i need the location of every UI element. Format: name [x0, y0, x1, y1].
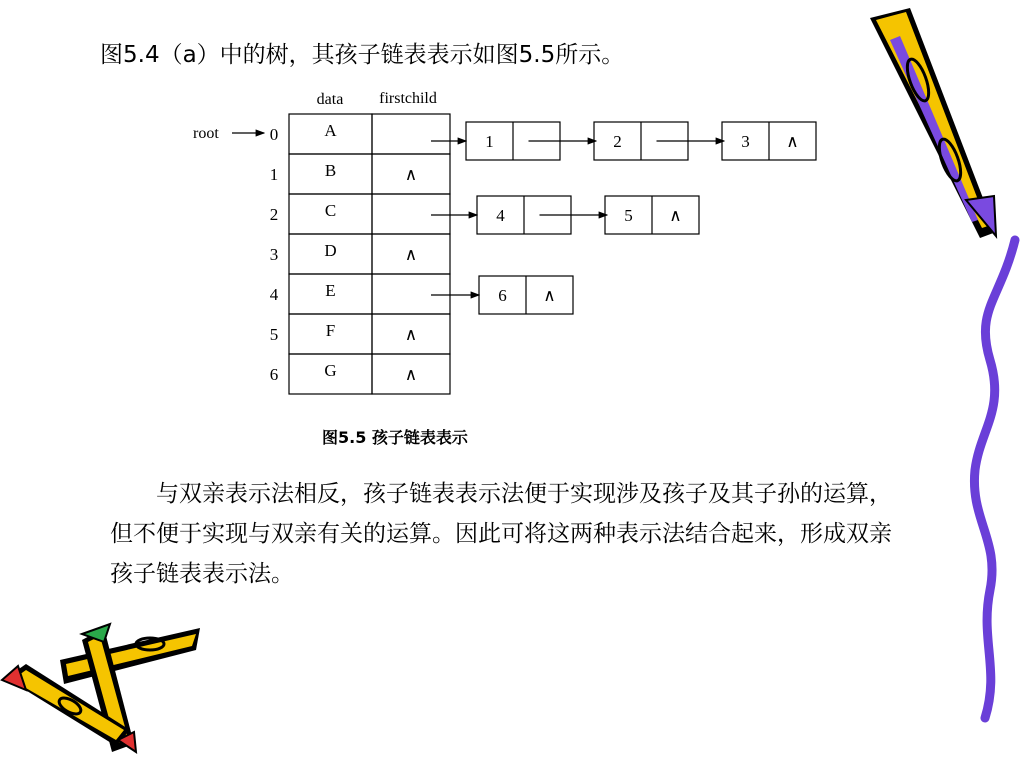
null-pointer-symbol: ∧ — [404, 245, 418, 265]
child-list-node — [466, 122, 596, 160]
row-data-value: F — [325, 321, 336, 340]
null-pointer-symbol: ∧ — [404, 325, 418, 345]
row-data-value: D — [324, 241, 337, 260]
head-array-table — [270, 114, 450, 394]
slide-heading: 图5.4（a）中的树，其孩子链表表示如图5.5所示。 — [100, 42, 625, 68]
table-firstchild-cell — [372, 114, 450, 154]
root-label: root — [193, 125, 219, 142]
child-linked-lists — [431, 122, 816, 314]
row-data-value: E — [325, 281, 336, 300]
table-firstchild-cell — [372, 274, 450, 314]
table-firstchild-cell — [372, 194, 450, 234]
child-index-value: 5 — [624, 206, 633, 225]
child-list-node — [477, 196, 607, 234]
child-index-value: 4 — [496, 206, 505, 225]
row-index-label: 0 — [269, 125, 279, 144]
row-data-value: G — [324, 361, 337, 380]
body-paragraph-text: 与双亲表示法相反，孩子链表表示法便于实现涉及孩子及其子孙的运算，但不便于实现与双亲有关的运算。因此可将这两种表示法结合起来，形成双亲孩子链表表示法。 — [110, 481, 892, 587]
null-pointer-symbol: ∧ — [404, 365, 418, 385]
child-index-value: 6 — [498, 286, 507, 305]
child-list-node — [605, 196, 699, 234]
row-data-value: C — [324, 201, 337, 220]
child-index-value: 1 — [485, 132, 494, 151]
pencil-decoration-bottom-left — [2, 624, 200, 752]
body-paragraph — [110, 474, 910, 594]
column-header-firstchild: firstchild — [379, 90, 437, 107]
child-index-value: 2 — [613, 132, 622, 151]
child-index-value: 3 — [741, 132, 750, 151]
row-data-value: A — [324, 121, 337, 140]
row-index-label: 6 — [269, 365, 279, 384]
row-index-label: 3 — [269, 245, 279, 264]
row-index-label: 1 — [269, 165, 279, 184]
pencil-decoration-top-right — [870, 8, 996, 238]
null-pointer-symbol: ∧ — [786, 132, 799, 152]
row-index-label: 5 — [269, 325, 279, 344]
child-list-node — [722, 122, 816, 160]
figure-caption: 图5.5 孩子链表表示 — [322, 428, 468, 447]
child-list-node — [594, 122, 724, 160]
child-list-node — [479, 276, 573, 314]
row-index-label: 2 — [269, 205, 279, 224]
column-header-data: data — [316, 91, 344, 108]
null-pointer-symbol: ∧ — [543, 286, 556, 306]
null-pointer-symbol: ∧ — [404, 165, 418, 185]
row-data-value: B — [324, 161, 337, 180]
row-index-label: 4 — [269, 285, 279, 304]
null-pointer-symbol: ∧ — [669, 206, 682, 226]
squiggle-decoration — [974, 240, 1015, 718]
